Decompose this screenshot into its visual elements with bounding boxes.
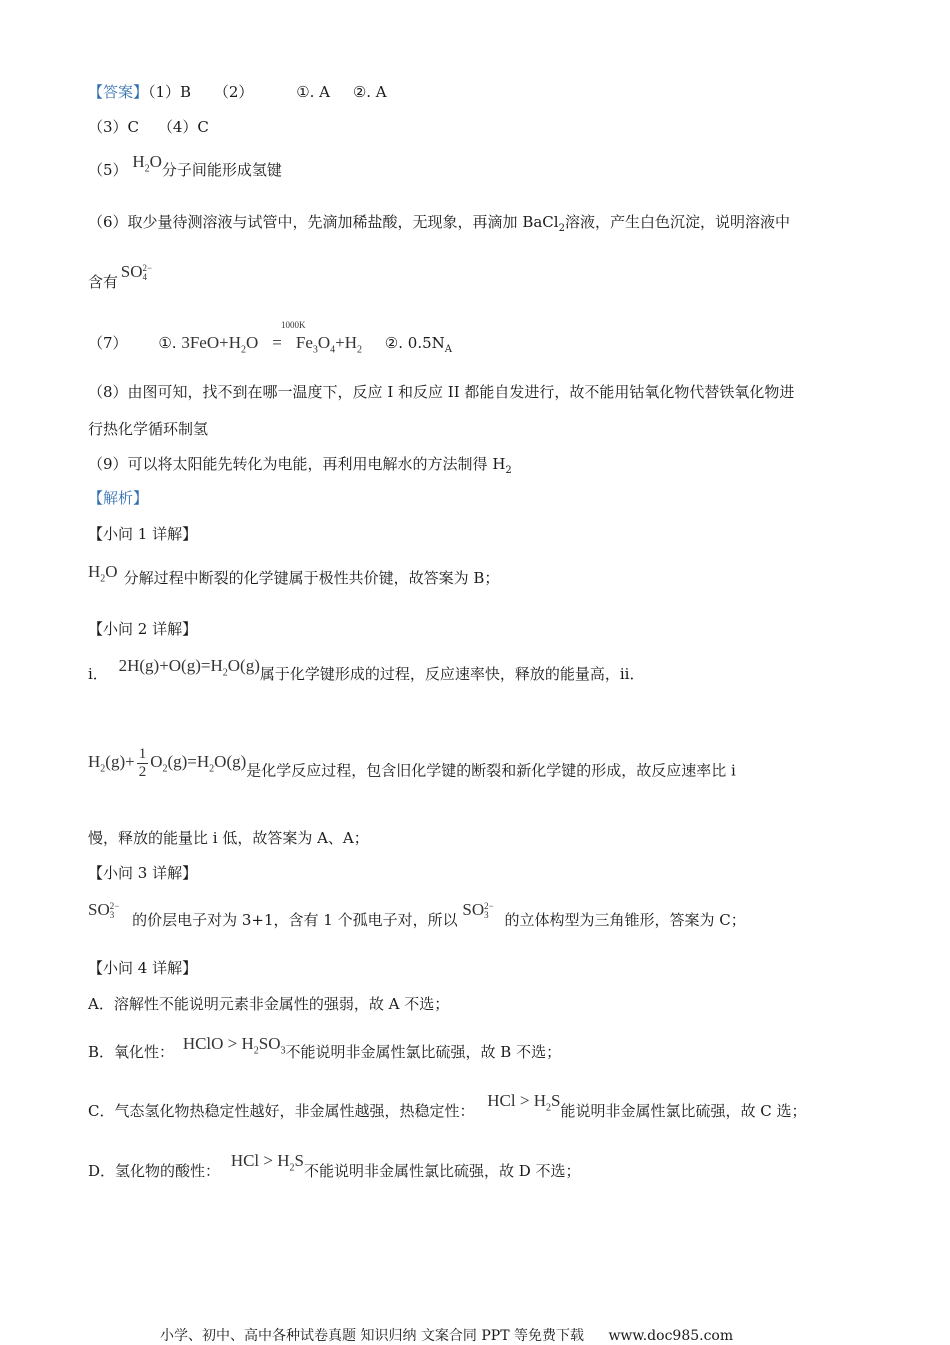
subquestion-2-title: 【小问 2 详解】 — [88, 620, 198, 638]
analysis-line-1: $H_2O$ 分解过程中断裂的化学键属于极性共价键，故答案为 B； — [88, 562, 500, 587]
sulfite-ion: SO 2− 3 — [462, 900, 494, 921]
answer-q7-number: （7） — [88, 334, 128, 352]
option-a: A．溶解性不能说明元素非金属性的强弱，故 A 不选； — [88, 995, 450, 1013]
answer-q1: （1）B — [148, 83, 192, 101]
answer-line-6a: （6）取少量待测溶液与试管中，先滴加稀盐酸，无现象，再滴加 BaCl$_2$溶液，产生白色沉淀，说明溶液中 — [88, 213, 790, 234]
subquestion-4-title: 【小问 4 详解】 — [88, 959, 198, 977]
answer-q4: （4）C — [157, 118, 209, 136]
subquestion-3-title: 【小问 3 详解】 — [88, 864, 198, 882]
acid-comparison: HClO > $H_2SO_3$ — [182, 1034, 286, 1057]
analysis-tag: 【解析】 — [88, 489, 149, 507]
hydride-acidity-comparison: HCl > $H_2S$ — [230, 1151, 304, 1174]
footer-url[interactable]: www.doc985.com — [608, 1328, 734, 1344]
sulfite-ion: SO 2− 3 — [88, 900, 120, 921]
answer-q5-text: 分子间能形成氢键 — [161, 161, 282, 179]
analysis-line-3: SO 2− 3 的价层电子对为 3+1，含有 1 个孤电子对，所以 SO 2− 3 的立体构型为三角锥形，答案为 C； — [88, 900, 746, 929]
answer-line-7: （7） ①. $3FeO+H_2O = Fe_3O_4+H_2$ ②. $0.5N_A$ — [88, 333, 452, 356]
answer-line-6b: 含有 SO 2− 4 — [88, 262, 153, 291]
answer-line-8b: 行热化学循环制氢 — [88, 420, 209, 438]
analysis-line-2c: 慢，释放的能量比 i 低，故答案为 A、A； — [88, 829, 369, 847]
fraction-one-half: $\frac{1}{2}$ — [138, 746, 147, 780]
analysis-line-2b: $H_2(g)+$ $\frac{1}{2}$ $O_2(g)=H_2O(g)$是化学反应过程，包含旧化学键的断裂和新化学键的形成，故反应速率比 i — [88, 746, 736, 780]
sulfate-ion: SO 2− 4 — [120, 262, 153, 283]
option-b: B．氧化性： HClO > $H_2SO_3$不能说明非金属性氯比硫强，故 B 不选； — [88, 1034, 562, 1061]
reaction-condition: 1000K — [281, 320, 306, 330]
reaction-equation-2: $H_2(g)+$ $\frac{1}{2}$ $O_2(g)=H_2O(g)$ — [88, 746, 247, 780]
water-formula: $H_2O$ — [88, 562, 118, 585]
answer-line-8a: （8）由图可知，找不到在哪一温度下，反应 I 和反应 II 都能自发进行，故不能用钴氧化物代替铁氧化物进 — [88, 383, 795, 401]
answer-q2-1: ①. A — [296, 83, 331, 101]
answer-line-1 — [88, 82, 387, 102]
answer-q5-number: （5） — [88, 161, 128, 179]
water-formula: $H_2O$ — [132, 152, 162, 175]
analysis-line-2a: i． $2H(g)+O(g)=H_2O(g)$属于化学键形成的过程，反应速率快，释放的能量高，ii． — [88, 656, 645, 683]
subquestion-1-title: 【小问 1 详解】 — [88, 525, 198, 543]
footer-text: 小学、初中、高中各种试卷真题 知识归纳 文案合同 PPT 等免费下载 — [160, 1328, 584, 1344]
answer-q3: （3）C — [88, 118, 140, 136]
fe-reaction-equation: $3FeO+H_2O = Fe_3O_4+H_2$ — [181, 333, 363, 356]
answer-tag: 【答案】 — [88, 83, 149, 101]
option-c: C．气态氢化物热稳定性越好，非金属性越强，热稳定性： HCl > $H_2S$能说明非金属性氯比硫强，故 C 选； — [88, 1091, 807, 1120]
answer-q2-2: ②. A — [352, 83, 387, 101]
answer-q7-2: ②. $0.5N_A$ — [384, 334, 452, 355]
answer-line-9: （9）可以将太阳能先转化为电能，再利用电解水的方法制得 $H_2$ — [88, 455, 512, 476]
stability-comparison: HCl > $H_2S$ — [487, 1091, 561, 1114]
answer-q2: （2） — [213, 83, 254, 101]
answer-line-5 — [88, 152, 282, 187]
reaction-equation-1: $2H(g)+O(g)=H_2O(g)$ — [118, 656, 260, 679]
option-d: D．氢化物的酸性： HCl > $H_2S$不能说明非金属性氯比硫强，故 D 不选； — [88, 1151, 581, 1180]
footer — [160, 1325, 733, 1345]
answer-line-2 — [88, 117, 209, 137]
